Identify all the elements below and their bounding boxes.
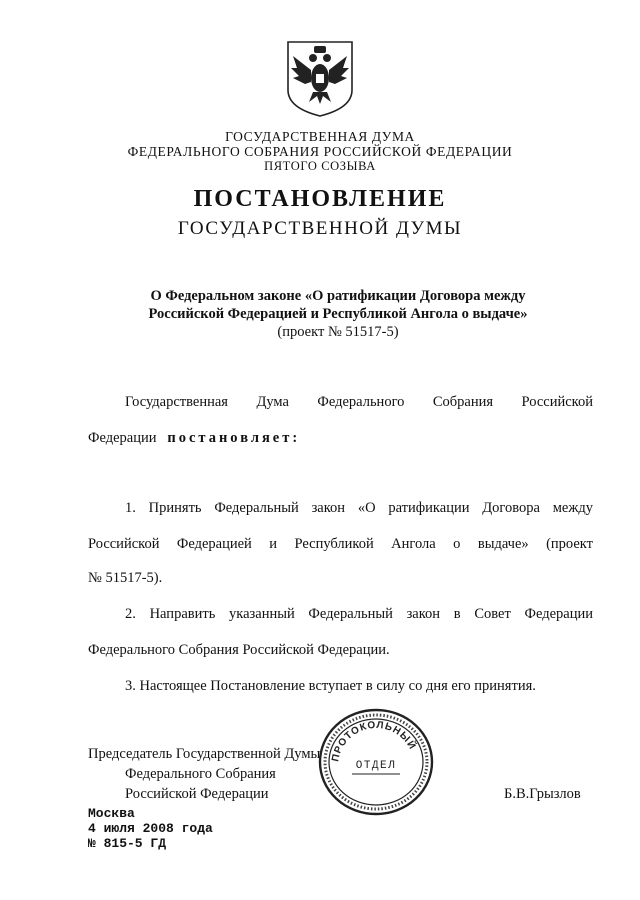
official-stamp <box>316 706 436 818</box>
item-1-line-3: № 51517-5). <box>88 570 163 586</box>
header-duma: ГОСУДАРСТВЕННАЯ ДУМА <box>225 129 415 144</box>
coat-of-arms-emblem <box>283 38 357 118</box>
preamble-federation: Федерации <box>88 430 157 446</box>
footer-date: 4 июля 2008 года <box>88 821 213 836</box>
item-1-line-1: 1. Принять Федеральный закон «О ратификации Договора между <box>125 500 593 516</box>
preamble-line-1: Государственная Дума Федерального Собрания Российской <box>125 394 593 410</box>
stamp-middle-text: ОТДЕЛ <box>355 760 397 772</box>
footer-city: Москва <box>88 806 135 821</box>
item-2-line-1: 2. Направить указанный Федеральный закон в Совет Федерации <box>125 606 593 622</box>
item-1-line-2: Российской Федерацией и Республикой Ангола о выдаче» (проект <box>88 536 593 552</box>
subject-project-number: (проект № 51517-5) <box>277 324 399 340</box>
item-3-line-1: 3. Настоящее Постановление вступает в силу со дня его принятия. <box>125 678 536 694</box>
preamble-line-2 <box>88 430 388 447</box>
document-title: ПОСТАНОВЛЕНИЕ <box>193 186 447 212</box>
subject-line-2: Российской Федерацией и Республикой Ангола о выдаче» <box>148 306 528 322</box>
signature-title-line-1: Председатель Государственной Думы <box>88 746 321 762</box>
subject-line-1: О Федеральном законе «О ратификации Договора между <box>150 288 526 304</box>
header-convocation: ПЯТОГО СОЗЫВА <box>264 159 376 173</box>
signature-title-line-2: Федерального Собрания <box>125 766 276 782</box>
document-subtitle: ГОСУДАРСТВЕННОЙ ДУМЫ <box>177 218 463 239</box>
signatory-name: Б.В.Грызлов <box>504 786 581 802</box>
stamp-top-text: ПРОТОКОЛЬНЫЙ <box>330 719 418 763</box>
svg-text:ПРОТОКОЛЬНЫЙ <box>330 720 419 763</box>
footer-number: № 815-5 ГД <box>88 836 167 851</box>
header-federal-assembly: ФЕДЕРАЛЬНОГО СОБРАНИЯ РОССИЙСКОЙ ФЕДЕРАЦИИ <box>127 144 513 159</box>
item-2-line-2: Федерального Собрания Российской Федерации. <box>88 642 390 658</box>
decrees-word: постановляет: <box>167 430 301 446</box>
signature-title-line-3: Российской Федерации <box>125 786 269 802</box>
